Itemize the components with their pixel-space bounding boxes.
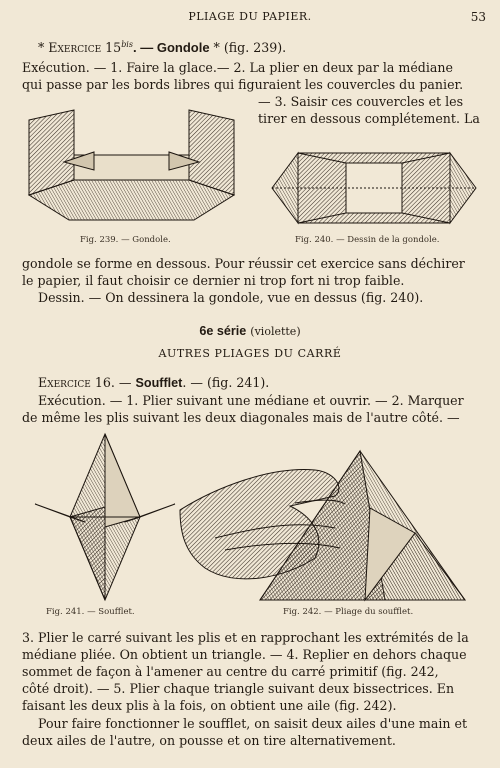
ex16-line-2: de même les plis suivant les deux diagonales mais de l'autre côté. —: [22, 410, 460, 425]
exercise-16-figref: . — (fig. 241).: [182, 375, 270, 390]
ex15-after-2: le papier, il faut choisir ce dernier ni trop fort ni trop faible.: [22, 273, 405, 288]
series-label: 6e série: [199, 324, 247, 338]
running-title: PLIAGE DU PAPIER.: [188, 10, 312, 23]
ex15-after-1: gondole se forme en dessous. Pour réussir cet exercice sans déchirer: [22, 256, 465, 271]
ex16-after-4: côté droit). — 5. Plier chaque triangle suivant deux bissectrices. En: [22, 681, 455, 696]
ex15-line-3: — 3. Saisir ces couvercles et les: [258, 94, 464, 109]
page-number: 53: [470, 10, 486, 24]
ex15-line-1: Exécution. — 1. Faire la glace.— 2. La plier en deux par la médiane: [22, 60, 453, 75]
exercise-15-sep: . —: [132, 40, 157, 56]
exercise-16-name: Soufflet: [135, 376, 183, 390]
exercise-16-title: [38, 375, 269, 391]
ex16-after-3: sommet de façon à l'amener au centre du carré primitif (fig. 242,: [22, 664, 439, 679]
exercise-15-figref: * (fig. 239).: [209, 40, 287, 56]
exercise-16-label: Exercice 16. —: [38, 375, 136, 390]
fig-239-caption: Fig. 239. — Gondole.: [80, 235, 171, 245]
page-header: [0, 10, 500, 28]
bellows-folding-figure: [175, 448, 475, 606]
section-title: AUTRES PLIAGES DU CARRÉ: [158, 347, 342, 360]
ex16-line-1: Exécution. — 1. Plier suivant une médiane et ouvrir. — 2. Marquer: [38, 393, 464, 408]
exercise-15-title: [38, 40, 286, 55]
exercise-15-sup: bis: [121, 40, 133, 49]
fig-240-caption: Fig. 240. — Dessin de la gondole.: [295, 235, 440, 245]
ex16-after-7: deux ailes de l'autre, on pousse et on tire alternativement.: [22, 733, 396, 748]
ex15-line-4: tirer en dessous complétement. La: [258, 111, 480, 126]
gondola-figure: [24, 100, 242, 230]
series-note: (violette): [250, 325, 301, 338]
series-heading: [0, 323, 500, 338]
exercise-15-label: * Exercice 15: [38, 40, 122, 56]
bellows-figure: [30, 432, 180, 602]
ex15-after-3: Dessin. — On dessinera la gondole, vue en dessus (fig. 240).: [38, 290, 424, 305]
fig-241-caption: Fig. 241. — Soufflet.: [46, 607, 135, 617]
ex16-after-6: Pour faire fonctionner le soufflet, on saisit deux ailes d'une main et: [38, 716, 468, 731]
exercise-15-name: Gondole: [156, 40, 210, 56]
ex16-after-1: 3. Plier le carré suivant les plis et en rapprochant les extrémités de la: [22, 630, 469, 645]
ex15-line-2: qui passe par les bords libres qui figuraient les couvercles du panier.: [22, 77, 464, 92]
ex16-after-5: faisant les deux plis à la fois, on obtient une aile (fig. 242).: [22, 698, 397, 713]
fig-242-caption: Fig. 242. — Pliage du soufflet.: [283, 607, 414, 617]
gondola-drawing-figure: [270, 148, 478, 228]
ex16-after-2: médiane pliée. On obtient un triangle. — 4. Replier en dehors chaque: [22, 647, 467, 662]
